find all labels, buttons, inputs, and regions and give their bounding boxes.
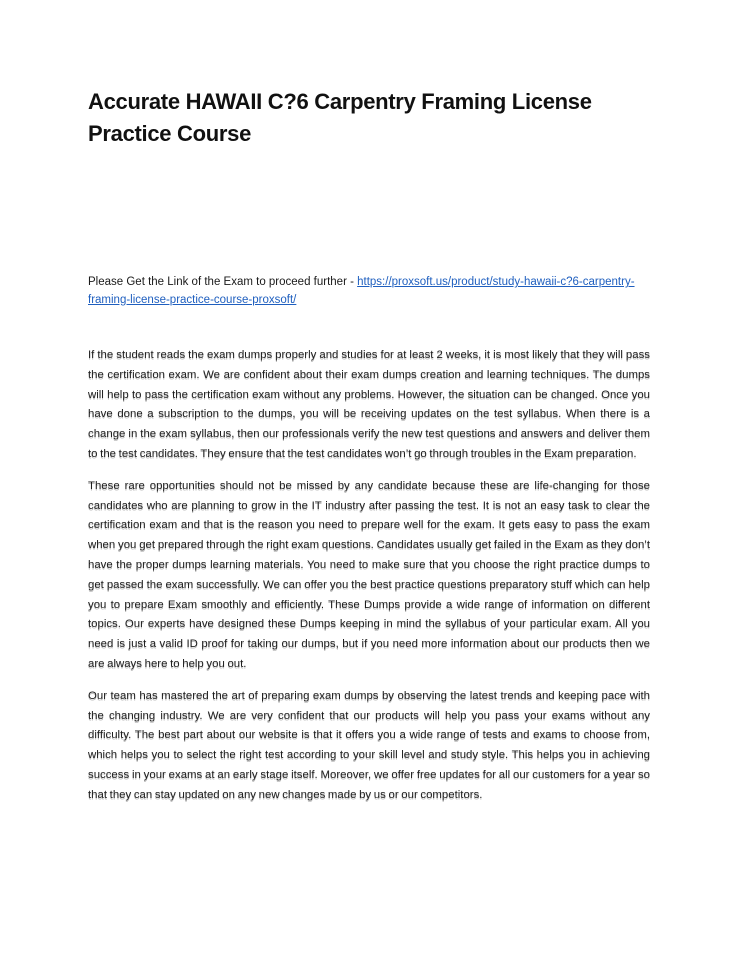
body-paragraph-2: These rare opportunities should not be missed by any candidate because these are life-changing for those candidates who are planning to grow in the IT industry after passing the test. It is not an easy task to clear the certification exam and that is the reason you need to prepare well for the exam. It gets easy to pass the exam when you get prepared through the right exam questions. Candidates usually get failed in the Exam as they don’t have the proper dumps learning materials. You need to make sure that you choose the right practice dumps to get passed the exam successfully. We can offer you the best practice questions preparatory stuff which can help you to prepare Exam smoothly and efficiently. These Dumps provide a wide range of information on different topics. Our experts have designed these Dumps keeping in mind the syllabus of your particular exam. All you need is just a valid ID proof for taking our dumps, but if you need more information about our products then we are always here to help you out.: [88, 479, 650, 670]
body-paragraph-1: If the student reads the exam dumps properly and studies for at least 2 weeks, it is most likely that they will pass the certification exam. We are confident about their exam dumps creation and learning techniques. The dumps will help to pass the certification exam without any problems. However, the situation can be changed. Once you have done a subscription to the dumps, you will be receiving updates on the test syllabus. When there is a change in the exam syllabus, then our professionals verify the new test questions and answers and deliver them to the test candidates. They ensure that the test candidates won’t go through troubles in the Exam preparation.: [88, 349, 650, 460]
body-paragraph-3: Our team has mastered the art of preparing exam dumps by observing the latest trends and keeping pace with the changing industry. We are very confident that our products will help you pass your exams without any difficulty. The best part about our website is that it offers you a wide range of tests and exams to choose from, which helps you to select the right test according to your skill level and study style. This helps you in achieving success in your exams at an early stage itself. Moreover, we offer free updates for all our customers for a year so that they can stay updated on any new changes made by us or our competitors.: [88, 689, 650, 801]
document-title: Accurate HAWAII C?6 Carpentry Framing License Practice Course: [88, 89, 592, 146]
link-intro-text: Please Get the Link of the Exam to proceed further -: [88, 276, 358, 288]
exam-link-paragraph: [88, 273, 648, 309]
body-text: [88, 346, 650, 818]
exam-link[interactable]: https://proxsoft.us/product/study-hawaii-c?6-carpentry-framing-license-practice-course-proxsoft/: [88, 276, 635, 306]
